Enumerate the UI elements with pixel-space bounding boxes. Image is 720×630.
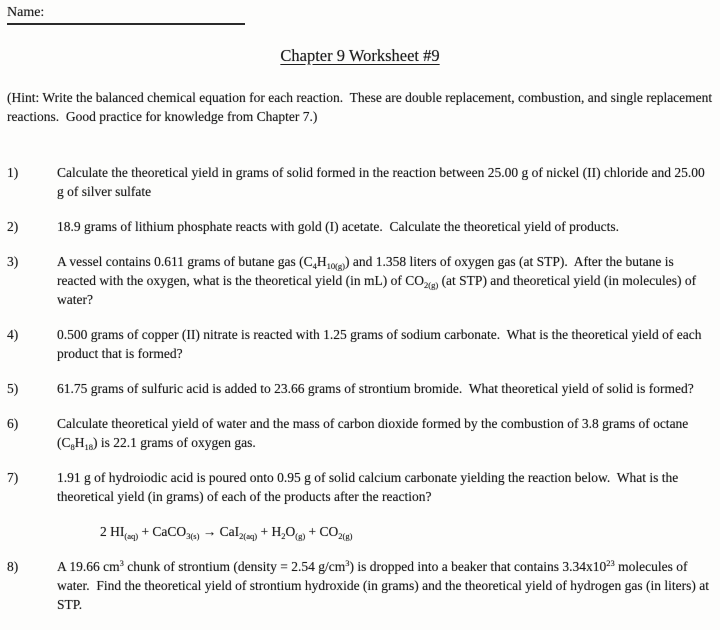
- question-text: 61.75 grams of sulfuric acid is added to 23.66 grams of strontium bromide. What theoretical yield of solid is formed?: [57, 381, 694, 396]
- question-row-2: [7, 217, 713, 236]
- question-text: A 19.66 $cm^3$ chunk of strontium (density = 2.54 $g/cm^3$) is dropped into a beaker that contains $3.34x10^{23}$ molecules of water. Find the theoretical yield of strontium hydroxide (in grams) and the theoretical yield of hydrogen gas (in liters) at STP.: [57, 558, 713, 612]
- question-number: 3): [7, 254, 19, 269]
- question-text: 0.500 grams of copper (II) nitrate is reacted with 1.25 grams of sodium carbonate. What is the theoretical yield of each product that is formed?: [57, 327, 705, 361]
- question-row-6: [7, 414, 713, 452]
- question-row-8: [7, 557, 713, 614]
- question-number: 2): [7, 219, 19, 234]
- hint-text: (Hint: Write the balanced chemical equation for each reaction. These are double replacement, combustion, and single replacement reactions. Good practice for knowledge from Chapter 7.): [7, 90, 716, 124]
- question-number: 8): [7, 559, 19, 574]
- question-text: Calculate theoretical yield of water and the mass of carbon dioxide formed by the combustion of 3.8 grams of octane $(C_8H_{18})$ is 22.1 grams of oxygen gas.: [57, 416, 692, 452]
- name-row: [7, 3, 713, 25]
- question-list: [7, 163, 713, 614]
- question-text: A vessel contains 0.611 grams of butane gas $(C_4H_{10(g)})$ and 1.358 liters of oxygen gas (at STP). After the butane is reacted with the oxygen, what is the theoretical yield (in mL) of $CO_{2(g)}$ (at STP) and theoretical yield (in molecules) of water?: [57, 254, 700, 307]
- question-number: 4): [7, 327, 19, 342]
- name-field-blank: [7, 3, 245, 25]
- question-row-4: [7, 325, 713, 363]
- page-title: Chapter 9 Worksheet #9: [280, 46, 440, 65]
- name-label: Name:: [7, 5, 45, 20]
- chemical-equation: 2 $HI_{(aq)}$ + CaCO$_{3(s)}$ → $CaI_{2(aq)} + H_2O_{(g)} + CO_{2(g)}$: [100, 524, 353, 541]
- question-number: 1): [7, 165, 19, 180]
- question-row-3: [7, 252, 713, 309]
- question-row-5: [7, 379, 713, 398]
- question-text: 1.91 g of hydroiodic acid is poured onto 0.95 g of solid calcium carbonate yielding the reaction below. What is the theoretical yield (in grams) of each of the products after the reaction?: [57, 470, 682, 504]
- question-row-7: [7, 468, 713, 506]
- question-number: 7): [7, 470, 19, 485]
- question-number: 5): [7, 381, 19, 396]
- title-row: [7, 44, 713, 67]
- question-text: 18.9 grams of lithium phosphate reacts with gold (I) acetate. Calculate the theoretical yield of products.: [57, 219, 619, 234]
- question-row-1: [7, 163, 713, 201]
- question-number: 6): [7, 416, 19, 431]
- question-text: Calculate the theoretical yield in grams of solid formed in the reaction between 25.00 g of nickel (II) chloride and 25.00 g of silver sulfate: [57, 165, 709, 199]
